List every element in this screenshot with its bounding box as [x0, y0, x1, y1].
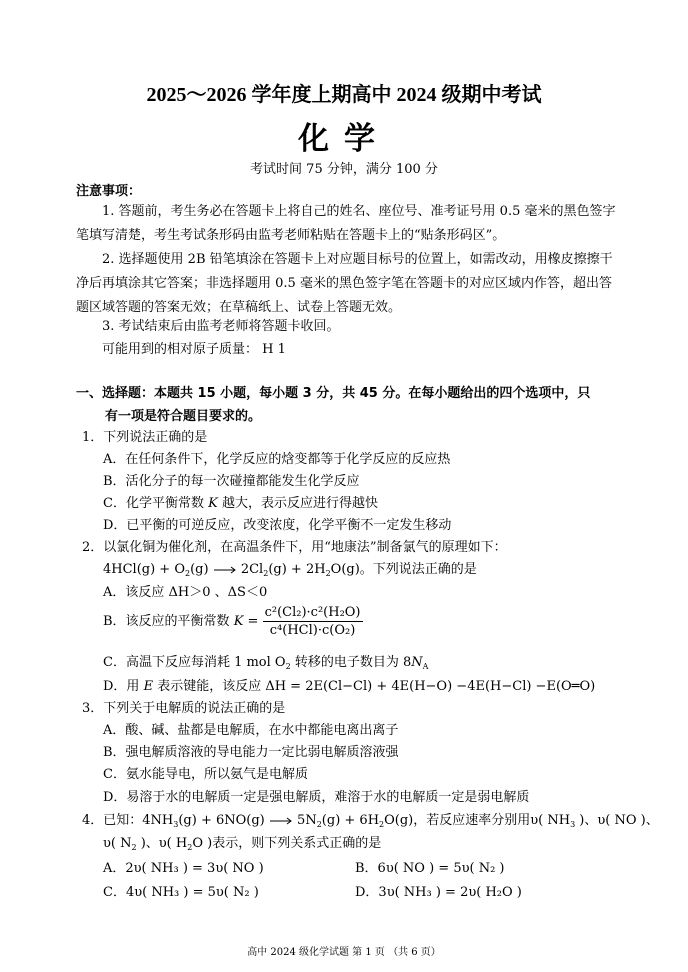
q3-option-d: D．易溶于水的电解质一定是强电解质，难溶于水的电解质一定是弱电解质 — [103, 790, 530, 805]
atomic-mass-line: 可能用到的相对原子质量： H 1 — [102, 342, 286, 357]
q4-option-b: B．6υ( NO ) = 5υ( N₂ ) — [355, 861, 505, 876]
section-heading-line-2: 有一项是符合题目要求的。 — [105, 409, 262, 424]
section-heading — [76, 382, 616, 428]
q2-option-c — [103, 651, 428, 670]
exam-title: 2025～2026 学年度上期高中 2024 级期中考试 — [146, 84, 542, 106]
q2-option-d-e: E — [143, 679, 154, 694]
notice-heading: 注意事项： — [76, 184, 142, 199]
q2-equation — [103, 558, 477, 577]
q4-stem-pre: 4．已知：4NH — [82, 813, 174, 828]
q1-option-c-var: K — [208, 496, 218, 511]
q2-option-c-n: N — [411, 655, 423, 670]
q1-option-d: D．已平衡的可逆反应，改变浓度，化学平衡不一定发生移动 — [103, 518, 452, 533]
q2-eq-left2: (g) — [190, 562, 209, 577]
q4-stem-c: (g) + 6H — [321, 813, 380, 828]
q2-option-b-pre: B．该反应的平衡常数 — [103, 614, 234, 629]
q4-option-d: D．3υ( NH₃ ) = 2υ( H₂O ) — [355, 885, 522, 900]
q2-option-a: A．该反应 ΔH＞0 、ΔS＜0 — [103, 585, 268, 600]
q4-stem-b: 5N — [297, 813, 317, 828]
fraction-denominator: c⁴(HCl)·c(O₂) — [269, 623, 356, 638]
q4-option-c: C．4υ( NH₃ ) = 5υ( N₂ ) — [103, 885, 259, 900]
q2-option-d — [103, 675, 595, 694]
q2-option-c-pre: C．高温下反应每消耗 1 mol O — [103, 655, 286, 670]
q2-stem: 2．以氯化铜为催化剂，在高温条件下，用“地康法”制备氯气的原理如下： — [82, 540, 507, 555]
q4-option-a: A．2υ( NH₃ ) = 3υ( NO ) — [103, 861, 264, 876]
q2-option-c-mid: 转移的电子数目为 8 — [290, 655, 412, 670]
q4-stem-e: )、υ( NO )、 — [575, 813, 659, 828]
q1-option-c — [103, 492, 378, 511]
q4-sub-1: 3 — [173, 820, 179, 829]
q1-option-a: A．在任何条件下，化学反应的焓变都等于化学反应的反应热 — [103, 452, 451, 467]
q4-stem-line-2 — [103, 832, 381, 851]
q2-eq-left: 4HCl(g) + O — [103, 562, 185, 577]
page-footer: 高中 2024 级化学试题 第 1 页 （共 6 页） — [247, 947, 441, 958]
q2-option-d-pre: D．用 — [103, 679, 144, 694]
q2-eq-right3: O(g) — [330, 562, 360, 577]
reaction-arrow-icon — [269, 817, 293, 825]
notice-item-1: 1. 答题前，考生务必在答题卡上将自己的姓名、座位号、准考证号用 0.5 毫米的黑色签字笔填写清楚，考生考试条形码由监考老师粘贴在答题卡上的“贴条形码区”。 — [76, 204, 616, 243]
q4-sub-2: 2 — [316, 820, 322, 829]
section-heading-line-1: 一、选择题：本题共 15 小题，每小题 3 分，共 45 分。在每小题给出的四个选项中，只 — [76, 386, 591, 401]
q4-line2-c: O )表示，则下列关系式正确的是 — [192, 836, 382, 851]
q2-option-b-k: K — [233, 614, 244, 629]
q4-line2-a: υ( N — [103, 836, 132, 851]
q4-sub-3: 2 — [379, 820, 385, 829]
q2-eq-tail: 。下列说法正确的是 — [359, 562, 477, 577]
q1-option-c-post: 越大，表示反应进行得越快 — [217, 496, 378, 511]
q2-option-d-post: 表示键能，该反应 ΔH = 2E(Cl−Cl) + 4E(H−O) −4E(H−Cl) −E(O═O) — [153, 679, 596, 694]
q2-option-b — [103, 605, 363, 638]
q3-stem: 3．下列关于电解质的说法正确的是 — [82, 701, 286, 716]
q2-eq-right: 2Cl — [240, 562, 264, 577]
q3-option-c: C．氨水能导电，所以氨气是电解质 — [103, 767, 308, 782]
q2-option-c-sub: 2 — [285, 662, 291, 671]
q4-sub-6: 2 — [187, 843, 193, 852]
q2-eq-right2: (g) + 2H — [268, 562, 326, 577]
q4-sub-5: 2 — [131, 843, 137, 852]
notice-item-3: 3. 考试结束后由监考老师将答题卡收回。 — [102, 319, 340, 334]
q4-stem — [82, 809, 659, 828]
fraction-numerator: c²(Cl₂)·c²(H₂O) — [264, 605, 361, 620]
q3-option-a: A．酸、碱、盐都是电解质，在水中都能电离出离子 — [103, 723, 399, 738]
reaction-arrow-icon — [213, 566, 237, 574]
subject-title: 化学 — [298, 121, 390, 157]
q4-stem-a: (g) + 6NO(g) — [178, 813, 265, 828]
q3-option-b: B．强电解质溶液的导电能力一定比弱电解质溶液强 — [103, 745, 399, 760]
exam-info: 考试时间 75 分钟，满分 100 分 — [250, 162, 438, 177]
q4-sub-4: 3 — [570, 820, 576, 829]
q2-option-b-eq: = — [243, 614, 263, 629]
q2-eq-sub-2: 2 — [263, 569, 269, 578]
q1-option-b: B．活化分子的每一次碰撞都能发生化学反应 — [103, 474, 360, 489]
q4-line2-b: )、υ( H — [136, 836, 188, 851]
q2-option-c-a: A — [422, 662, 429, 671]
notice-item-2: 2. 选择题使用 2B 铅笔填涂在答题卡上对应题目标号的位置上，如需改动，用橡皮擦擦干净后再填涂其它答案；非选择题用 0.5 毫米的黑色签字笔在答题卡的对应区域内作答，超出答题区域答题的答案无效；在草稿纸上、试卷上答题无效。 — [76, 252, 613, 315]
q4-stem-d: O(g)，若反应速率分别用υ( NH — [384, 813, 571, 828]
q2-eq-sub-1: 2 — [185, 569, 191, 578]
q1-stem: 1．下列说法正确的是 — [82, 430, 208, 445]
q2-eq-sub-3: 2 — [325, 569, 331, 578]
q1-option-c-pre: C．化学平衡常数 — [103, 496, 209, 511]
equilibrium-constant-fraction — [263, 605, 363, 638]
